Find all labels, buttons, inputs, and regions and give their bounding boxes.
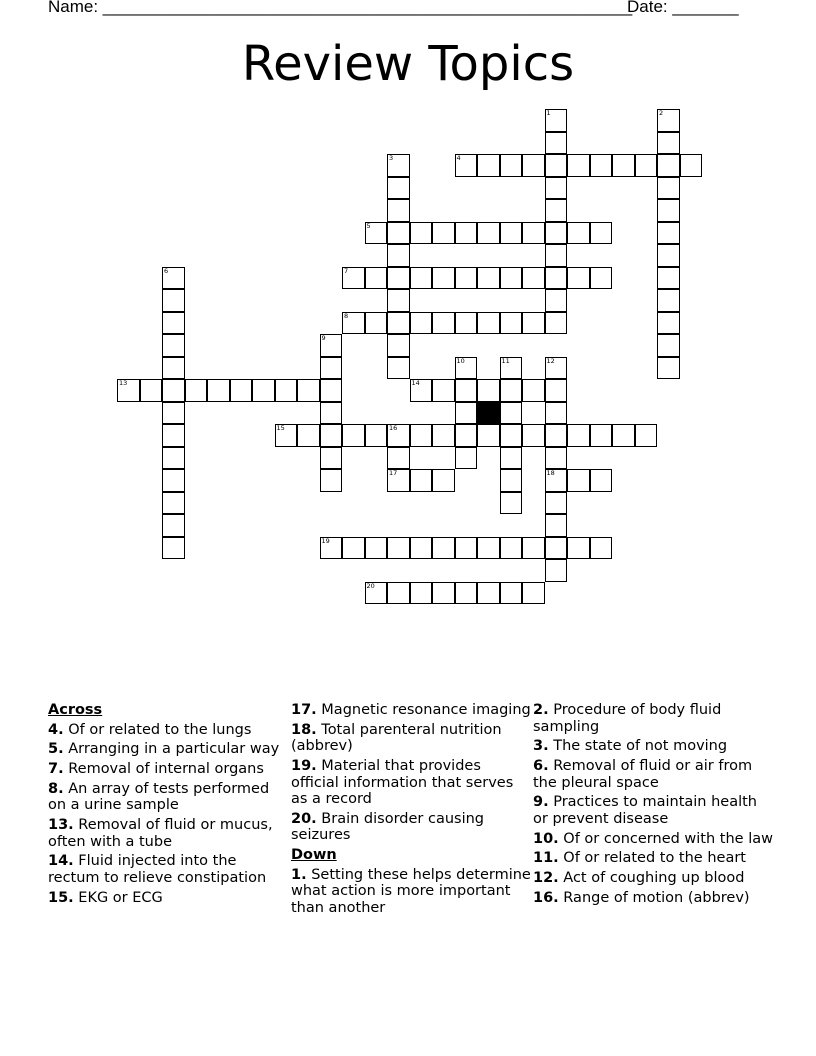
grid-cell[interactable]: [500, 447, 523, 470]
grid-cell[interactable]: [162, 469, 185, 492]
grid-cell[interactable]: [500, 154, 523, 177]
grid-cell[interactable]: [455, 537, 478, 560]
clue-num: 7.: [48, 761, 64, 778]
clue-text: Range of motion (abbrev): [558, 890, 750, 907]
grid-cell[interactable]: [657, 132, 680, 155]
grid-cell[interactable]: [657, 267, 680, 290]
down-clue: [533, 870, 773, 887]
clue-text: Fluid injected into the rectum to relieve constipation: [48, 853, 267, 886]
grid-cell[interactable]: [657, 199, 680, 222]
grid-cell[interactable]: [387, 267, 410, 290]
grid-cell[interactable]: [320, 469, 343, 492]
clue-number: 15: [276, 424, 285, 432]
grid-cell[interactable]: [162, 289, 185, 312]
grid-cell[interactable]: [545, 289, 568, 312]
grid-cell[interactable]: [162, 447, 185, 470]
grid-cell[interactable]: [657, 312, 680, 335]
grid-cell[interactable]: [567, 469, 590, 492]
grid-cell[interactable]: [455, 582, 478, 605]
grid-cell[interactable]: [387, 469, 410, 492]
grid-cell[interactable]: [590, 222, 613, 245]
grid-cell[interactable]: [635, 154, 658, 177]
grid-cell[interactable]: [410, 379, 433, 402]
grid-cell[interactable]: [387, 312, 410, 335]
grid-cell[interactable]: [477, 267, 500, 290]
clue-text: Material that provides official information that serves as a record: [291, 758, 514, 808]
grid-cell[interactable]: [410, 537, 433, 560]
grid-cell[interactable]: [387, 357, 410, 380]
clue-text: Removal of fluid or air from the pleural space: [533, 758, 753, 791]
grid-cell[interactable]: [567, 537, 590, 560]
clues-column-3: [533, 702, 773, 910]
grid-cell[interactable]: [545, 447, 568, 470]
clue-number: 1: [546, 109, 551, 117]
grid-cell[interactable]: [387, 154, 410, 177]
grid-cell[interactable]: [410, 582, 433, 605]
across-clue: [48, 890, 288, 907]
grid-cell[interactable]: [500, 537, 523, 560]
grid-cell[interactable]: [387, 582, 410, 605]
grid-cell[interactable]: [500, 379, 523, 402]
clue-num: 10.: [533, 830, 559, 847]
down-clue: [533, 890, 773, 907]
down-heading: Down: [291, 847, 337, 864]
grid-cell[interactable]: [297, 379, 320, 402]
grid-cell[interactable]: [432, 222, 455, 245]
grid-cell[interactable]: [545, 514, 568, 537]
grid-cell[interactable]: [455, 357, 478, 380]
grid-cell[interactable]: [320, 379, 343, 402]
grid-cell[interactable]: [162, 402, 185, 425]
grid-cell[interactable]: [387, 177, 410, 200]
grid-cell[interactable]: [657, 244, 680, 267]
grid-cell[interactable]: [162, 312, 185, 335]
clue-text: EKG or ECG: [73, 889, 163, 906]
grid-cell[interactable]: [500, 582, 523, 605]
clues-column-1: [48, 702, 288, 910]
grid-cell[interactable]: [545, 154, 568, 177]
clue-num: 18.: [291, 721, 317, 738]
clue-number: 12: [546, 356, 555, 365]
grid-cell[interactable]: [567, 424, 590, 447]
grid-cell[interactable]: [500, 469, 523, 492]
across-clue: [48, 817, 288, 850]
grid-cell[interactable]: [500, 312, 523, 335]
clue-number: 11: [501, 356, 510, 365]
grid-cell[interactable]: [657, 334, 680, 357]
clue-num: 14.: [48, 853, 74, 870]
across-clue: [48, 722, 288, 739]
grid-cell[interactable]: [545, 222, 568, 245]
clue-text: Of or concerned with the law: [558, 830, 773, 847]
grid-cell[interactable]: [500, 424, 523, 447]
grid-cell[interactable]: [365, 222, 388, 245]
grid-cell[interactable]: [455, 267, 478, 290]
clue-text: An array of tests performed on a urine sample: [48, 780, 270, 814]
grid-cell[interactable]: [162, 267, 185, 290]
grid-cell[interactable]: [162, 514, 185, 537]
grid-cell[interactable]: [342, 312, 365, 335]
grid-cell[interactable]: [657, 154, 680, 177]
clue-number: 17: [389, 469, 398, 477]
grid-cell[interactable]: [342, 267, 365, 290]
clue-text: Magnetic resonance imaging: [316, 702, 531, 718]
grid-cell[interactable]: [590, 537, 613, 560]
clue-num: 17.: [291, 702, 317, 718]
grid-cell[interactable]: [320, 357, 343, 380]
across-heading: Across: [48, 702, 103, 718]
grid-cell[interactable]: [567, 154, 590, 177]
grid-cell[interactable]: [432, 424, 455, 447]
grid-cell[interactable]: [522, 537, 545, 560]
clue-number: 10: [456, 356, 465, 365]
grid-cell[interactable]: [387, 424, 410, 447]
grid-cell[interactable]: [545, 424, 568, 447]
grid-cell[interactable]: [410, 267, 433, 290]
across-clue: [48, 853, 288, 886]
clue-num: 9.: [533, 794, 549, 811]
grid-cell[interactable]: [320, 447, 343, 470]
grid-cell[interactable]: [455, 424, 478, 447]
grid-cell[interactable]: [522, 222, 545, 245]
grid-cell[interactable]: [365, 537, 388, 560]
grid-cell[interactable]: [477, 582, 500, 605]
grid-cell[interactable]: [545, 357, 568, 380]
clue-number: 7: [344, 266, 349, 275]
grid-cell[interactable]: [410, 312, 433, 335]
clue-num: 4.: [48, 721, 64, 738]
clue-number: 6: [164, 266, 169, 275]
grid-cell[interactable]: [185, 379, 208, 402]
grid-cell[interactable]: [545, 199, 568, 222]
clue-number: 19: [321, 536, 330, 545]
clues-column-2: [291, 702, 531, 919]
grid-cell[interactable]: [657, 289, 680, 312]
grid-cell[interactable]: [455, 379, 478, 402]
grid-cell[interactable]: [410, 469, 433, 492]
grid-cell[interactable]: [365, 582, 388, 605]
grid-cell[interactable]: [590, 469, 613, 492]
grid-cell[interactable]: [230, 379, 253, 402]
grid-cell[interactable]: [545, 132, 568, 155]
down-clue: [533, 758, 773, 791]
grid-cell[interactable]: [522, 379, 545, 402]
down-clue: [533, 738, 773, 755]
grid-cell[interactable]: [522, 154, 545, 177]
grid-cell[interactable]: [387, 447, 410, 470]
clue-text: Removal of fluid or mucus, often with a tube: [48, 817, 273, 850]
clue-text: Of or related to the lungs: [63, 721, 252, 738]
grid-cell[interactable]: [477, 154, 500, 177]
clue-num: 13.: [48, 817, 74, 834]
grid-cell[interactable]: [365, 424, 388, 447]
grid-cell[interactable]: [387, 334, 410, 357]
grid-cell[interactable]: [387, 537, 410, 560]
grid-cell[interactable]: [635, 424, 658, 447]
grid-cell[interactable]: [567, 222, 590, 245]
down-clue: [291, 867, 531, 917]
grid-cell[interactable]: [545, 469, 568, 492]
across-clue: [48, 781, 288, 814]
clue-num: 12.: [533, 870, 559, 887]
grid-cell[interactable]: [477, 222, 500, 245]
grid-cell[interactable]: [162, 424, 185, 447]
clue-number: 9: [321, 334, 326, 342]
grid-cell[interactable]: [162, 537, 185, 560]
grid-cell[interactable]: [320, 402, 343, 425]
grid-cell[interactable]: [320, 537, 343, 560]
clue-number: 3: [389, 154, 394, 162]
across-clue: [291, 702, 531, 719]
grid-cell[interactable]: [500, 222, 523, 245]
clue-number: 20: [366, 581, 375, 590]
grid-cell[interactable]: [545, 312, 568, 335]
grid-cell[interactable]: [590, 154, 613, 177]
grid-cell[interactable]: [342, 424, 365, 447]
clue-num: 8.: [48, 780, 64, 797]
grid-cell[interactable]: [410, 424, 433, 447]
clue-text: Arranging in a particular way: [63, 741, 280, 758]
clue-text: Setting these helps determine what action is more important than another: [291, 866, 531, 916]
grid-cell[interactable]: [365, 312, 388, 335]
grid-cell[interactable]: [365, 267, 388, 290]
grid-cell[interactable]: [432, 379, 455, 402]
clue-num: 1.: [291, 866, 307, 883]
grid-cell[interactable]: [500, 402, 523, 425]
clue-number: 5: [366, 221, 371, 230]
clue-number: 2: [659, 109, 664, 117]
grid-cell[interactable]: [162, 492, 185, 515]
clue-number: 13: [119, 379, 128, 387]
clue-number: 8: [344, 311, 349, 320]
grid-cell[interactable]: [545, 177, 568, 200]
across-clue: [48, 741, 288, 758]
down-clue: [533, 831, 773, 848]
grid-cell[interactable]: [657, 357, 680, 380]
across-clue: [291, 758, 531, 808]
grid-cell[interactable]: [455, 222, 478, 245]
grid-cell[interactable]: [545, 267, 568, 290]
grid-cell[interactable]: [252, 379, 275, 402]
clue-number: 14: [411, 379, 420, 387]
date-field[interactable]: Date: _______: [627, 0, 739, 16]
grid-cell[interactable]: [117, 379, 140, 402]
grid-cell[interactable]: [140, 379, 163, 402]
clue-number: 4: [456, 154, 461, 162]
clue-num: 11.: [533, 850, 559, 867]
grid-cell[interactable]: [387, 222, 410, 245]
grid-cell[interactable]: [522, 424, 545, 447]
clue-number: 16: [389, 424, 398, 432]
clue-num: 16.: [533, 890, 559, 907]
grid-cell[interactable]: [612, 424, 635, 447]
across-clue: [291, 811, 531, 844]
grid-cell[interactable]: [545, 402, 568, 425]
grid-cell[interactable]: [522, 267, 545, 290]
grid-cell[interactable]: [545, 537, 568, 560]
grid-cell[interactable]: [432, 312, 455, 335]
grid-cell[interactable]: [162, 379, 185, 402]
grid-cell[interactable]: [545, 109, 568, 132]
grid-cell[interactable]: [455, 447, 478, 470]
clue-text: Total parenteral nutrition (abbrev): [291, 721, 502, 755]
grid-cell[interactable]: [545, 559, 568, 582]
grid-cell[interactable]: [455, 402, 478, 425]
grid-cell[interactable]: [207, 379, 230, 402]
grid-cell[interactable]: [500, 267, 523, 290]
grid-cell[interactable]: [657, 109, 680, 132]
clue-text: Act of coughing up blood: [558, 870, 745, 887]
clue-num: 3.: [533, 738, 549, 755]
grid-cell[interactable]: [432, 537, 455, 560]
down-clue: [533, 794, 773, 827]
clue-text: Practices to maintain health or prevent disease: [533, 794, 757, 827]
grid-cell[interactable]: [162, 334, 185, 357]
name-field[interactable]: Name: ________________________________________________________: [48, 0, 633, 16]
grid-cell[interactable]: [657, 177, 680, 200]
down-clue: [533, 850, 773, 867]
grid-cell[interactable]: [432, 469, 455, 492]
blocked-cell: [477, 402, 500, 425]
grid-cell[interactable]: [612, 154, 635, 177]
clue-text: The state of not moving: [548, 738, 728, 755]
across-clue: [291, 722, 531, 755]
grid-cell[interactable]: [477, 312, 500, 335]
grid-cell[interactable]: [455, 154, 478, 177]
grid-cell[interactable]: [590, 267, 613, 290]
clue-text: Removal of internal organs: [63, 761, 264, 778]
grid-cell[interactable]: [275, 424, 298, 447]
grid-cell[interactable]: [657, 222, 680, 245]
grid-cell[interactable]: [410, 222, 433, 245]
clue-num: 20.: [291, 810, 317, 827]
clue-text: Of or related to the heart: [558, 850, 746, 867]
grid-cell[interactable]: [545, 244, 568, 267]
grid-cell[interactable]: [162, 357, 185, 380]
clue-num: 15.: [48, 889, 74, 906]
clue-num: 2.: [533, 702, 549, 718]
grid-cell[interactable]: [477, 424, 500, 447]
grid-cell[interactable]: [680, 154, 703, 177]
grid-cell[interactable]: [522, 312, 545, 335]
grid-cell[interactable]: [455, 312, 478, 335]
clue-text: Procedure of body fluid sampling: [533, 702, 722, 735]
grid-cell[interactable]: [477, 379, 500, 402]
grid-cell[interactable]: [342, 537, 365, 560]
page-title: Review Topics: [241, 36, 575, 92]
grid-cell[interactable]: [320, 334, 343, 357]
clue-num: 6.: [533, 758, 549, 775]
clue-text: Brain disorder causing seizures: [291, 810, 485, 844]
grid-cell[interactable]: [387, 199, 410, 222]
grid-cell[interactable]: [432, 582, 455, 605]
grid-cell[interactable]: [567, 267, 590, 290]
grid-cell[interactable]: [387, 244, 410, 267]
across-clue: [48, 761, 288, 778]
grid-cell[interactable]: [590, 424, 613, 447]
clue-num: 5.: [48, 741, 64, 758]
grid-cell[interactable]: [522, 582, 545, 605]
grid-cell[interactable]: [545, 379, 568, 402]
grid-cell[interactable]: [275, 379, 298, 402]
grid-cell[interactable]: [500, 492, 523, 515]
grid-cell[interactable]: [500, 357, 523, 380]
grid-cell[interactable]: [387, 289, 410, 312]
down-clue: [533, 702, 773, 735]
clue-num: 19.: [291, 758, 317, 775]
grid-cell[interactable]: [297, 424, 320, 447]
grid-cell[interactable]: [432, 267, 455, 290]
grid-cell[interactable]: [545, 492, 568, 515]
grid-cell[interactable]: [320, 424, 343, 447]
grid-cell[interactable]: [477, 537, 500, 560]
clue-number: 18: [546, 469, 555, 477]
